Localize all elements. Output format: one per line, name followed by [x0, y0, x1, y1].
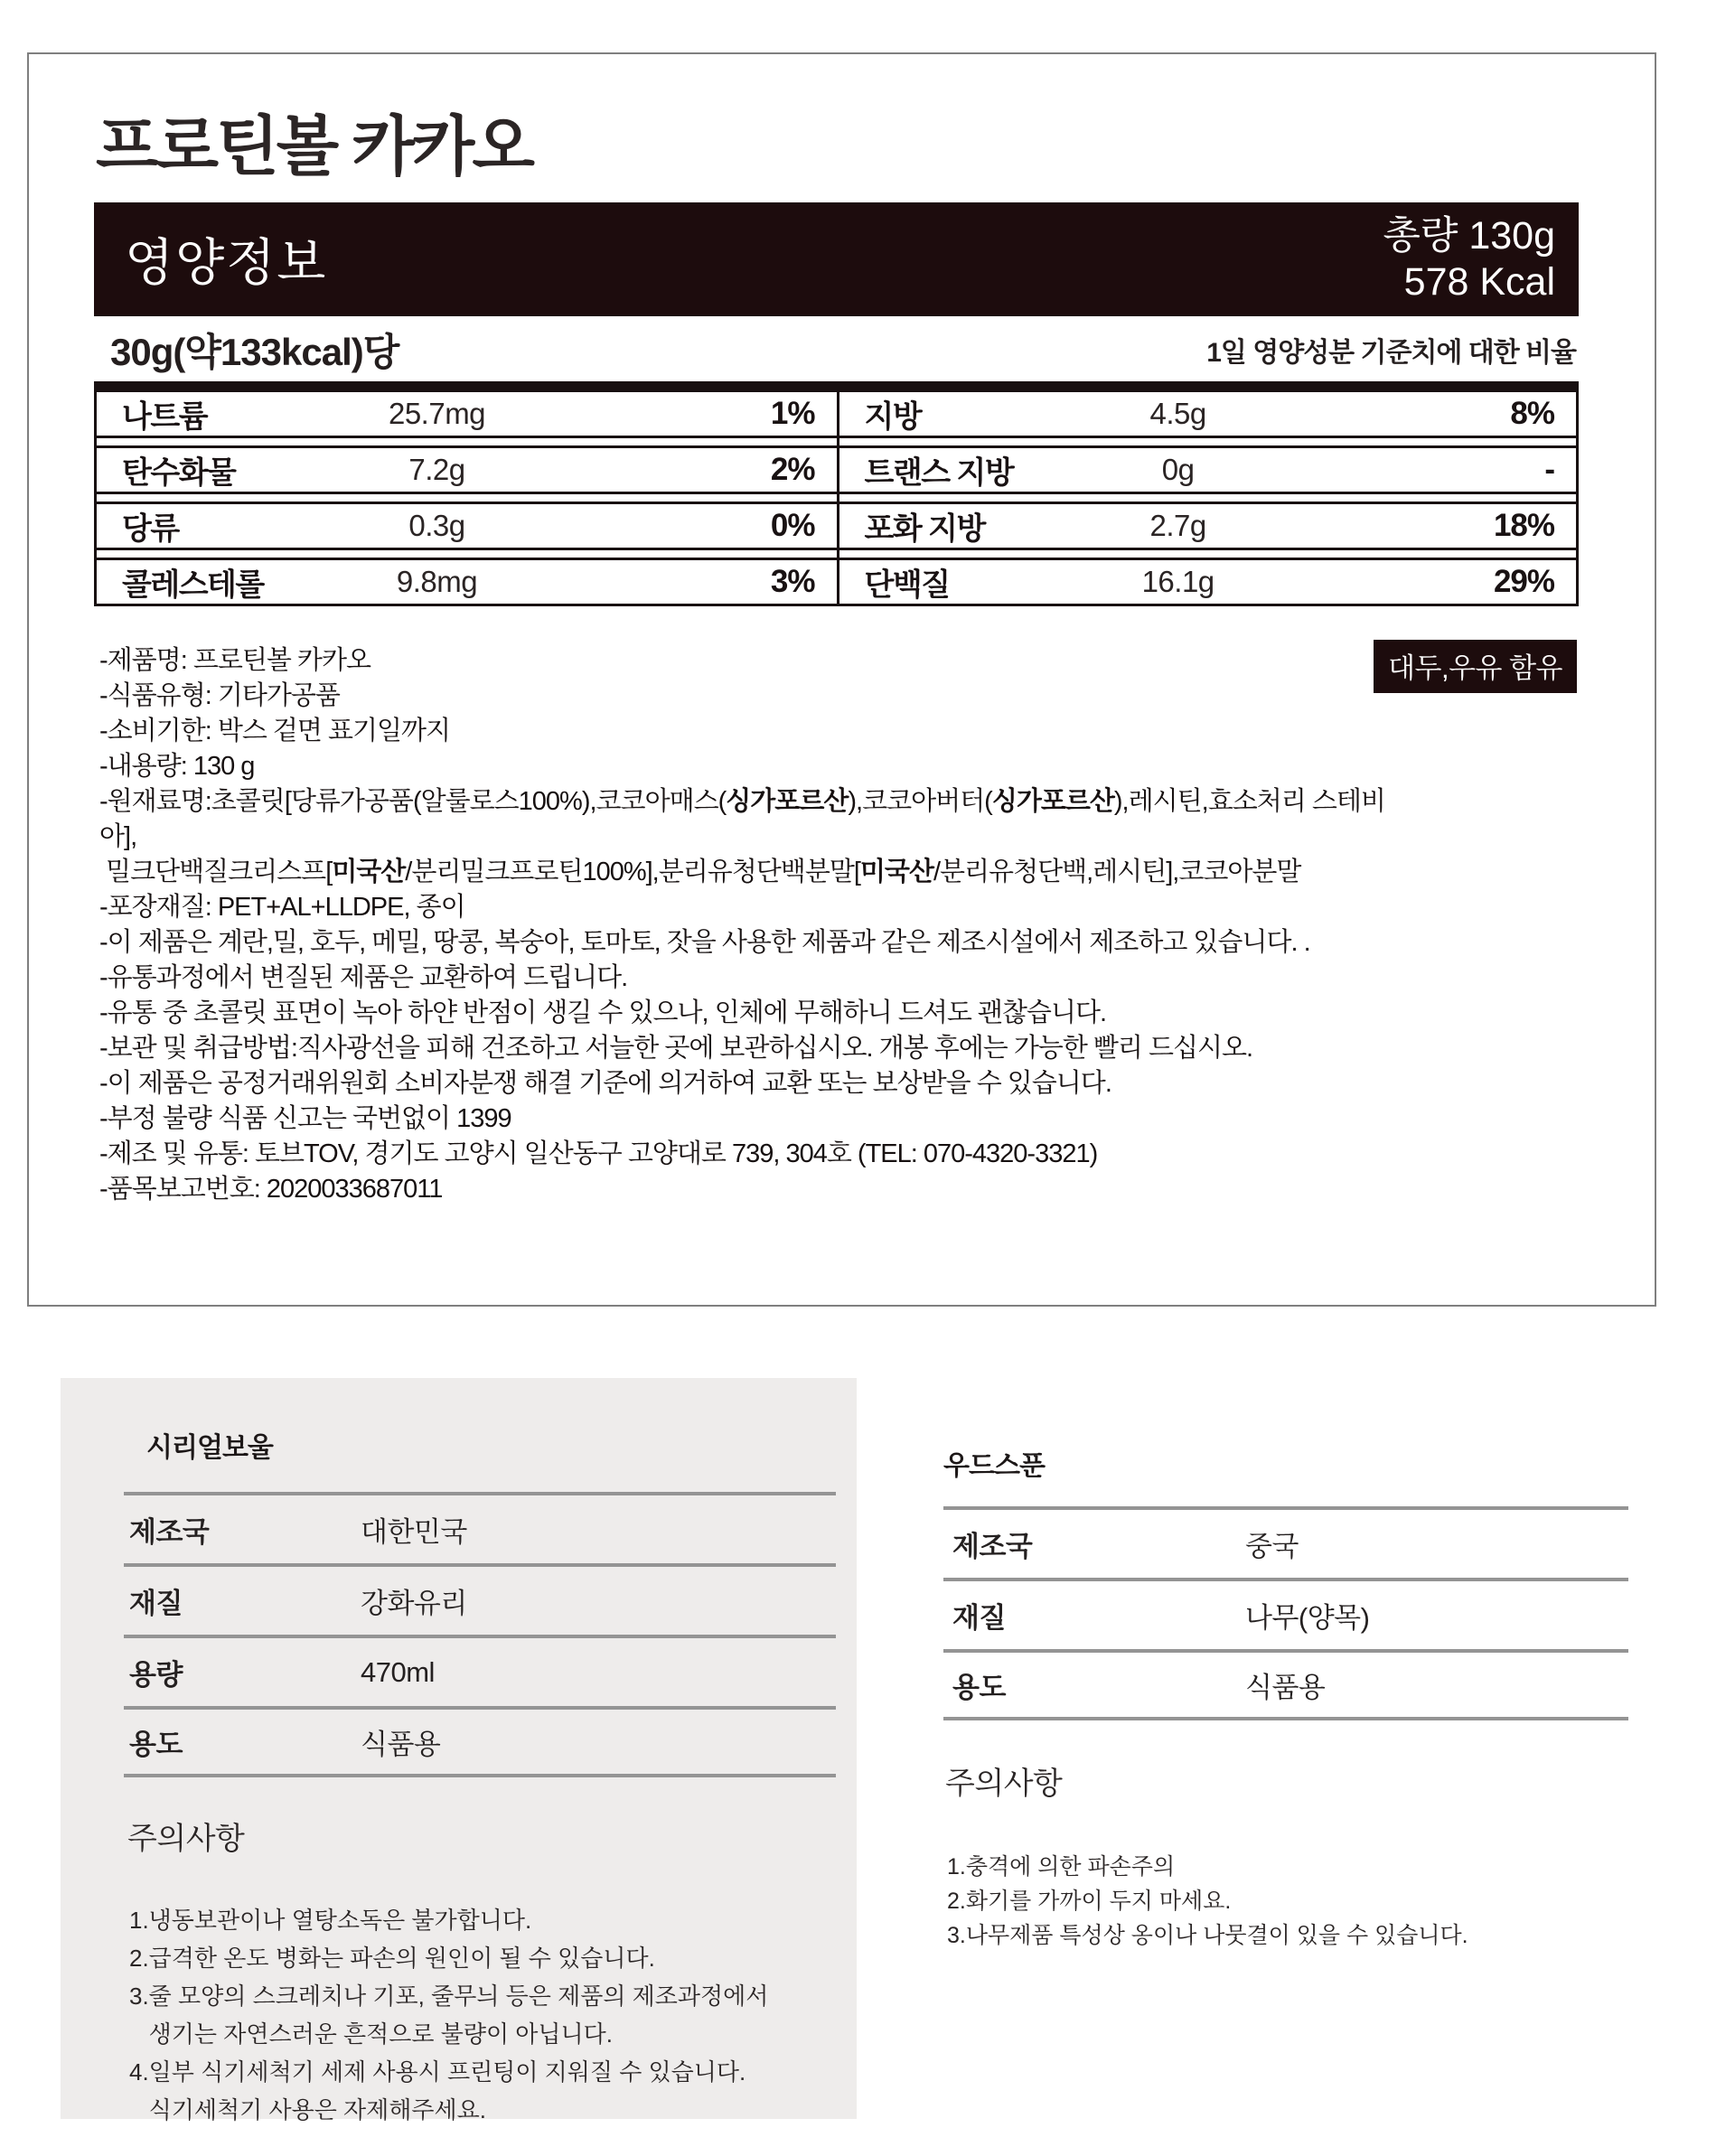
panel-title: 시리얼보울: [146, 1433, 273, 1463]
nutrition-row: [839, 558, 1577, 606]
allergen-badge: 대두,우유 함유: [1374, 640, 1577, 693]
nutrient-name: 당류: [122, 511, 179, 547]
total-kcal: 578 Kcal: [1403, 260, 1555, 304]
detail-line: [99, 784, 1419, 855]
nutrient-daily-percent: -: [1544, 452, 1554, 487]
spec-value: 식품용: [361, 1729, 441, 1760]
spec-value: 나무(양목): [1245, 1602, 1370, 1634]
detail-line: [99, 890, 1419, 925]
nutrition-row: [839, 389, 1577, 438]
detail-text: -제품명: 프로틴볼 카카오: [99, 646, 370, 675]
spec-row: [943, 1649, 1628, 1720]
detail-text: -이 제품은 계란,밀, 호두, 메밀, 땅콩, 복숭아, 토마토, 잣을 사용한 제품과 같은 제조시설에서 제조하고 있습니다. .: [99, 928, 1310, 957]
serving-size: 30g(약133kcal)당: [110, 331, 399, 373]
detail-text: -원재료명:초콜릿[당류가공품(알룰로스100%),코코아매스(: [99, 787, 727, 816]
detail-text: -식품유형: 기타가공품: [99, 681, 340, 710]
caution-notes: [947, 1850, 1628, 1953]
detail-text: -제조 및 유통: 토브TOV, 경기도 고양시 일산동구 고양대로 739, 304호 (TEL: 070-4320-3321): [99, 1139, 1098, 1168]
spec-label: 재질: [952, 1602, 1006, 1634]
spec-label: 용량: [129, 1659, 183, 1691]
detail-text: ),코코아버터(: [848, 787, 992, 816]
product-details-list: [99, 643, 1419, 1207]
nutrition-table-left: [94, 389, 837, 606]
spec-value: 대한민국: [361, 1516, 467, 1548]
nutrient-name: 단백질: [864, 567, 950, 603]
nutrient-amount: 0g: [1161, 453, 1195, 486]
detail-line: [99, 1066, 1419, 1101]
nutrient-name: 트랜스 지방: [864, 455, 1014, 491]
nutrient-daily-percent: 1%: [770, 396, 815, 431]
detail-line: [99, 1101, 1419, 1137]
nutrient-daily-percent: 8%: [1510, 396, 1554, 431]
total-weight: 총량 130g: [1383, 214, 1555, 258]
detail-text: /분리밀크프로틴100%],분리유청단백분말[: [405, 858, 860, 886]
nutrient-amount: 25.7mg: [388, 397, 486, 430]
nutrition-row: [97, 445, 837, 494]
serving-row: [110, 322, 1576, 378]
nutrition-row: [97, 502, 837, 550]
nutrition-header-bar: [94, 202, 1579, 316]
detail-text: 싱가포르산: [726, 787, 849, 816]
detail-text: -유통과정에서 변질된 제품은 교환하여 드립니다.: [99, 963, 628, 992]
daily-value-note: 1일 영양성분 기준치에 대한 비율: [1206, 338, 1576, 368]
detail-text: -내용량: 130 g: [99, 752, 255, 781]
product-title: 프로틴볼 카카오: [96, 111, 532, 183]
detail-line: [99, 679, 1419, 714]
nutrition-table: [94, 381, 1579, 606]
spec-table: [943, 1506, 1628, 1720]
nutrient-daily-percent: 2%: [770, 452, 815, 487]
caution-title: 주의사항: [945, 1767, 1063, 1801]
nutrient-name: 지방: [864, 399, 922, 435]
nutrient-daily-percent: 3%: [770, 564, 815, 599]
spec-label: 용도: [129, 1729, 183, 1760]
caution-note-line: 2.화기를 가까이 두지 마세요.: [947, 1889, 1232, 1914]
detail-text: ),레시틴,효소처리 스테비아],: [99, 787, 1385, 851]
label-sheet: [27, 52, 1656, 1307]
spec-value: 강화유리: [361, 1588, 467, 1619]
nutrient-name: 콜레스테롤: [122, 567, 264, 603]
detail-line: [99, 855, 1419, 890]
spec-label: 제조국: [952, 1531, 1033, 1562]
nutrient-amount: 9.8mg: [396, 565, 478, 598]
nutrient-amount: 2.7g: [1149, 509, 1206, 542]
spec-row: [124, 1706, 836, 1777]
detail-line: [99, 749, 1419, 784]
nutrient-name: 나트륨: [122, 399, 208, 435]
nutrient-daily-percent: 29%: [1493, 564, 1554, 599]
nutrition-table-right: [837, 389, 1580, 606]
detail-text: -보관 및 취급방법:직사광선을 피해 건조하고 서늘한 곳에 보관하십시오. 개봉 후에는 가능한 빨리 드십시오.: [99, 1034, 1253, 1063]
nutrient-daily-percent: 18%: [1493, 508, 1554, 543]
nutrient-name: 탄수화물: [122, 455, 236, 491]
detail-text: /분리유청단백,레시틴],코코아분말: [933, 858, 1301, 886]
detail-line: [99, 1137, 1419, 1172]
detail-text: -품목보고번호: 2020033687011: [99, 1175, 443, 1204]
nutrient-amount: 7.2g: [408, 453, 465, 486]
spec-label: 용도: [952, 1672, 1006, 1703]
cereal-bowl-panel: [61, 1378, 857, 2123]
detail-text: -부정 불량 식품 신고는 국번없이 1399: [99, 1104, 511, 1133]
spec-row: [943, 1506, 1628, 1578]
spec-value: 중국: [1245, 1531, 1299, 1562]
detail-line: [99, 1172, 1419, 1207]
nutrient-name: 포화 지방: [864, 511, 985, 547]
spec-table: [124, 1492, 836, 1777]
detail-text: 미국산: [332, 858, 406, 886]
detail-text: -소비기한: 박스 겉면 표기일까지: [99, 717, 451, 745]
caution-note-line: 3.줄 모양의 스크레치나 기포, 줄무늬 등은 제품의 제조과정에서: [129, 1983, 769, 2010]
nutrient-amount: 4.5g: [1149, 397, 1206, 430]
spec-value: 식품용: [1245, 1672, 1326, 1703]
caution-note-line: 생기는 자연스러운 흔적으로 불량이 아닙니다.: [129, 2020, 613, 2048]
detail-line: [99, 714, 1419, 749]
detail-line: [99, 643, 1419, 679]
spec-value: 470ml: [361, 1655, 435, 1688]
nutrition-row: [839, 502, 1577, 550]
wood-spoon-panel: [931, 1396, 1628, 1953]
caution-note-line: 식기세척기 사용은 자제해주세요.: [129, 2096, 486, 2123]
spec-label: 재질: [129, 1588, 183, 1619]
spec-label: 제조국: [129, 1516, 210, 1548]
nutrition-row: [97, 558, 837, 606]
detail-text: -유통 중 초콜릿 표면이 녹아 하얀 반점이 생길 수 있으나, 인체에 무해하니 드셔도 괜찮습니다.: [99, 998, 1107, 1027]
detail-text: -이 제품은 공정거래위원회 소비자분쟁 해결 기준에 의거하여 교환 또는 보상받을 수 있습니다.: [99, 1069, 1111, 1098]
detail-text: -포장재질: PET+AL+LLDPE, 종이: [99, 893, 465, 922]
detail-line: [99, 1031, 1419, 1066]
nutrition-row: [839, 445, 1577, 494]
spec-row: [124, 1563, 836, 1635]
caution-note-line: 4.일부 식기세척기 세제 사용시 프린팅이 지워질 수 있습니다.: [129, 2058, 746, 2086]
nutrient-daily-percent: 0%: [770, 508, 815, 543]
detail-text: 싱가포르산: [991, 787, 1114, 816]
spec-row: [943, 1578, 1628, 1649]
spec-row: [124, 1492, 836, 1563]
nutrition-row: [97, 389, 837, 438]
detail-line: [99, 925, 1419, 961]
caution-title: 주의사항: [127, 1822, 245, 1856]
detail-line: [99, 996, 1419, 1031]
caution-note-line: 1.냉동보관이나 열탕소독은 불가합니다.: [129, 1907, 532, 1934]
detail-text: 밀크단백질크리스프[: [99, 858, 333, 886]
detail-line: [99, 961, 1419, 996]
caution-note-line: 1.충격에 의한 파손주의: [947, 1854, 1176, 1879]
detail-text: 미국산: [859, 858, 933, 886]
caution-note-line: 2.급격한 온도 병화는 파손의 원인이 될 수 있습니다.: [129, 1945, 655, 1972]
caution-note-line: 3.나무제품 특성상 옹이나 나뭇결이 있을 수 있습니다.: [947, 1923, 1468, 1948]
spec-row: [124, 1635, 836, 1706]
nutrient-amount: 16.1g: [1141, 565, 1214, 598]
panel-title: 우드스푼: [943, 1451, 1045, 1481]
nutrition-totals: [1383, 213, 1555, 305]
caution-notes: [129, 1901, 857, 2129]
nutrient-amount: 0.3g: [408, 509, 465, 542]
nutrition-header-title: 영양정보: [125, 234, 328, 291]
